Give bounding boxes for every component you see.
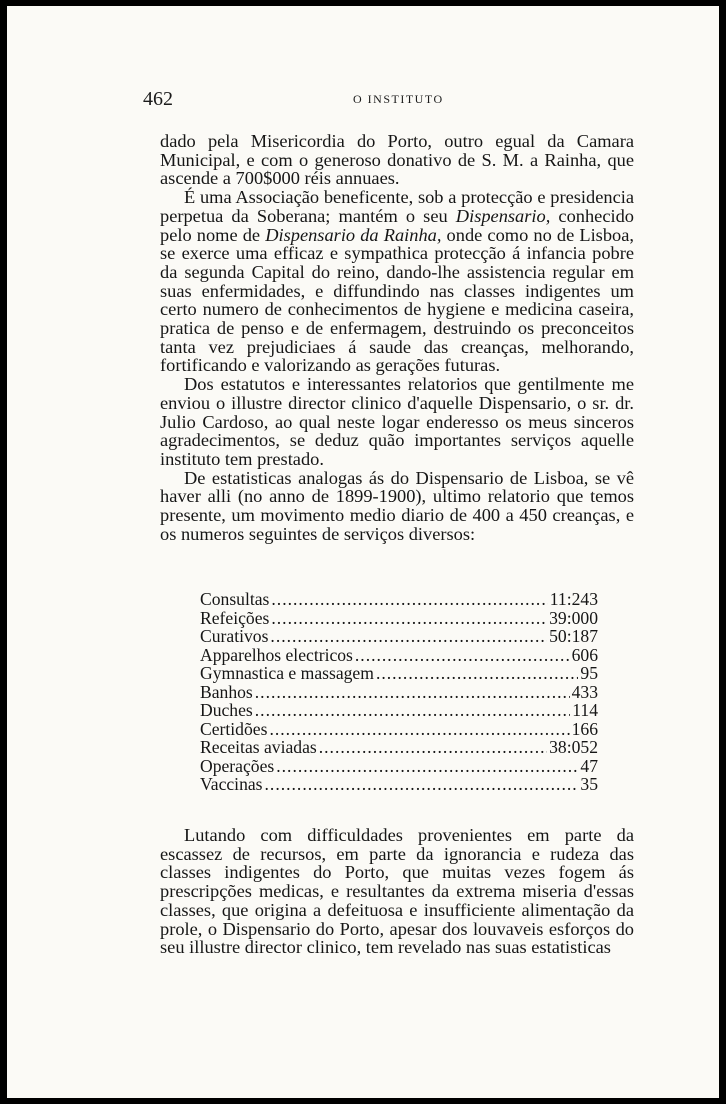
leader-dots bbox=[265, 775, 579, 794]
service-label: Gymnastica e massagem bbox=[200, 663, 374, 683]
paragraph-4: De estatisticas analogas ás do Dispensario de Lisboa, se vê haver alli (no anno de 1899-1900), ultimo relatorio que temos presente, um movimento medio diario de 400 a 450 creanças, e os numeros seguintes de serviços diversos: bbox=[160, 467, 634, 544]
service-label: Vaccinas bbox=[200, 774, 263, 794]
service-label: Consultas bbox=[200, 589, 270, 609]
service-value: 38:052 bbox=[549, 737, 598, 757]
service-value: 606 bbox=[571, 644, 598, 665]
service-value: 95 bbox=[580, 663, 598, 683]
table-row bbox=[200, 664, 598, 683]
leader-dots bbox=[271, 590, 547, 609]
services-table bbox=[200, 590, 598, 794]
service-label: Refeições bbox=[200, 607, 270, 628]
paragraph-2 bbox=[160, 188, 634, 375]
paragraph-3: Dos estatutos e interessantes relatorios que gentilmente me enviou o illustre director clinico d'aquelle Dispensario, o sr. dr. Julio Cardoso, ao qual neste logar enderesso os meus sinceros agradecimentos, se deduz quão importantes serviços aquelle instituto tem prestado. bbox=[160, 374, 634, 469]
paragraph-2-italic-dispensario: Dispensario, bbox=[455, 205, 551, 226]
table-row bbox=[200, 720, 598, 739]
service-value: 433 bbox=[571, 681, 598, 702]
service-value: 114 bbox=[572, 700, 598, 720]
service-value: 11:243 bbox=[549, 589, 598, 609]
closing-text bbox=[160, 826, 634, 957]
service-label: Certidões bbox=[200, 718, 268, 739]
service-label: Receitas aviadas bbox=[200, 737, 317, 757]
leader-dots bbox=[271, 609, 547, 628]
running-head: O INSTITUTO bbox=[353, 92, 444, 106]
service-value: 35 bbox=[580, 774, 598, 794]
paragraph-2-italic-rainha: Dispensario da Rainha, bbox=[265, 224, 442, 245]
service-label: Duches bbox=[200, 700, 253, 720]
table-row bbox=[200, 627, 598, 646]
table-row bbox=[200, 757, 598, 776]
book-page bbox=[7, 6, 719, 1098]
leader-dots bbox=[376, 664, 578, 683]
table-row bbox=[200, 683, 598, 702]
page-header bbox=[143, 88, 635, 114]
leader-dots bbox=[270, 627, 547, 646]
paragraph-5: Lutando com difficuldades provenientes em parte da escassez de recursos, em parte da ignorancia e rudeza das classes indigentes do Porto, que muitas vezes fogem ás prescripções medicas, e resultantes da extrema miseria d'essas classes, que origina a defeituosa e insufficiente alimentação da prole, o Dispensario do Porto, apesar dos louvaveis esforços do seu illustre director clinico, tem revelado nas suas estatisticas bbox=[160, 825, 634, 958]
paragraph-2-end: onde como no de Lisboa, se exerce uma efficaz e sympathica protecção á infancia pobre da segunda Capital do reino, dando-lhe assistencia regular em suas enfermidades, e diffundindo nas classes indigentes um certo numero de conhecimentos de hygiene e medicina caseira, pratica de penso e de enfermagem, destruindo os preconceitos tanta vez prejudiciaes á saude das creanças, melhorando, fortificando e valorizando as gerações futuras. bbox=[160, 224, 634, 376]
service-label: Operações bbox=[200, 755, 275, 776]
leader-dots bbox=[355, 646, 570, 665]
service-value: 166 bbox=[571, 718, 598, 739]
service-label: Banhos bbox=[200, 681, 253, 702]
table-row bbox=[200, 590, 598, 609]
service-label: Curativos bbox=[200, 626, 269, 646]
service-value: 47 bbox=[580, 755, 598, 776]
leader-dots bbox=[319, 738, 547, 757]
body-text bbox=[160, 132, 634, 543]
service-label: Apparelhos electricos bbox=[200, 644, 353, 665]
paragraph-2-middle: conhecido pelo nome de bbox=[160, 205, 634, 245]
table-row bbox=[200, 701, 598, 720]
table-row bbox=[200, 775, 598, 794]
leader-dots bbox=[269, 720, 569, 739]
service-value: 39:000 bbox=[549, 607, 598, 628]
paragraph-2-start: É uma Associação beneficente, sob a protecção e presidencia perpetua da Soberana; mantém o seu bbox=[160, 187, 634, 226]
table-row bbox=[200, 609, 598, 628]
leader-dots bbox=[255, 683, 570, 702]
page-number: 462 bbox=[143, 88, 173, 110]
table-row bbox=[200, 738, 598, 757]
paragraph-1: dado pela Misericordia do Porto, outro egual da Camara Municipal, e com o generoso donativo de S. M. a Rainha, que ascende a 700$000 réis annuaes. bbox=[160, 131, 634, 189]
leader-dots bbox=[255, 701, 570, 720]
service-value: 50:187 bbox=[549, 626, 598, 646]
table-row bbox=[200, 646, 598, 665]
leader-dots bbox=[276, 757, 578, 776]
